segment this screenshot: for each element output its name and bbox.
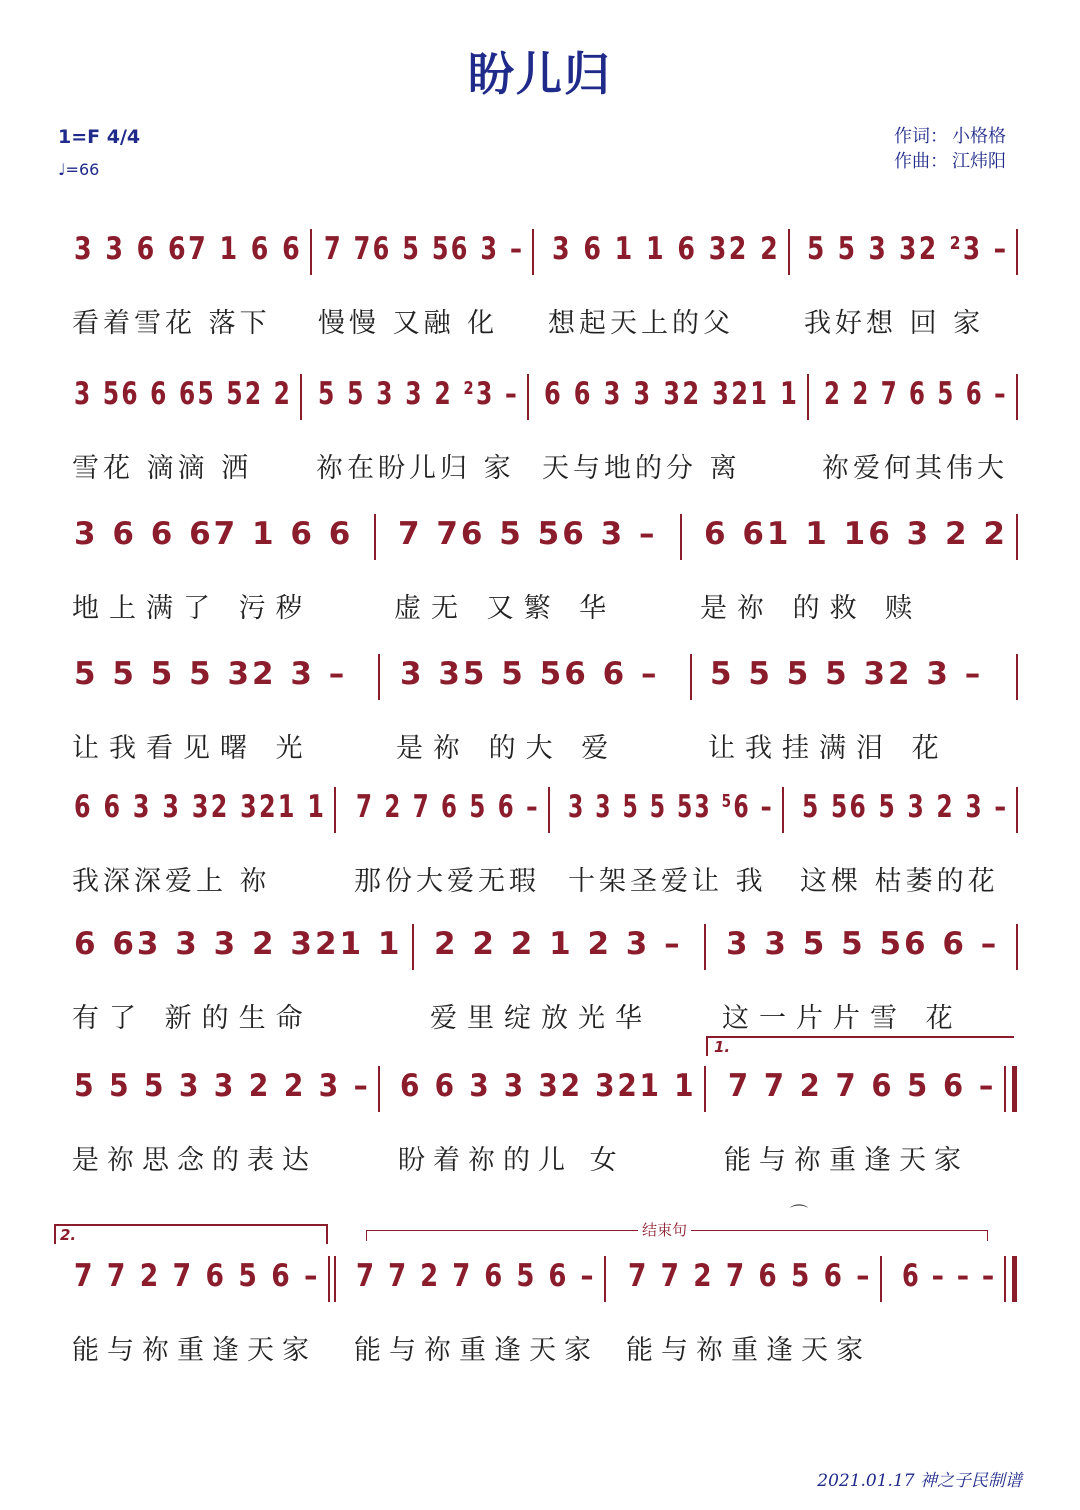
measure: 6 6 3 3 32 321 1 <box>74 789 327 825</box>
ending-label: 结束句 <box>638 1219 691 1240</box>
lyric: 祢在盼儿归 家 <box>316 453 515 484</box>
barline <box>1004 1066 1006 1112</box>
barline <box>690 654 692 700</box>
lyric: 是祢 的救 赎 <box>700 593 923 624</box>
barline <box>378 654 380 700</box>
notes-line <box>72 1062 1018 1122</box>
score-row-4 <box>72 650 1018 764</box>
measure: 5 5 5 3 3 2 2 3 – <box>74 1068 371 1104</box>
notes-line <box>72 650 1018 710</box>
lyric: 那份大爱无瑕 <box>354 866 540 897</box>
score-row-5 <box>72 783 1018 897</box>
notes-line <box>72 1252 1018 1312</box>
lyrics-line <box>72 586 1018 626</box>
barline <box>680 514 682 560</box>
measure: 3 3 6 67 1 6 6 <box>74 231 303 267</box>
barline <box>548 787 550 833</box>
lyric: 能与祢重逢天家 <box>724 1145 969 1176</box>
barline <box>704 1066 706 1112</box>
barline <box>1016 787 1018 833</box>
notes-line <box>72 225 1018 285</box>
lyric: 能与祢重逢天家 <box>72 1335 317 1366</box>
lyric: 看着雪花 落下 <box>72 308 271 339</box>
barline <box>1016 654 1018 700</box>
lyric: 盼着祢的儿 女 <box>398 1145 625 1176</box>
lyricist-label: 作词： <box>894 126 948 147</box>
barline <box>527 374 529 420</box>
barline <box>1004 1256 1006 1302</box>
lyrics-line <box>72 446 1018 486</box>
lyric: 十架圣爱让 我 <box>568 866 767 897</box>
measure: 7 76 5 56 3 – <box>324 231 525 267</box>
volta-label: 1. <box>714 1038 731 1056</box>
lyric: 能与祢重逢天家 <box>626 1335 871 1366</box>
lyric: 能与祢重逢天家 <box>354 1335 599 1366</box>
lyric: 这棵 枯萎的花 <box>800 866 999 897</box>
fermata-icon: ⌒ <box>790 1204 808 1225</box>
lyrics-line <box>72 726 1018 766</box>
lyric: 虚无 又繁 华 <box>394 593 617 624</box>
measure: 6 63 3 3 2 321 1 <box>74 926 403 962</box>
measure: 7 7 2 7 6 5 6 – <box>356 1258 596 1294</box>
barline <box>1016 924 1018 970</box>
barline <box>378 1066 380 1112</box>
measure: 6 6 3 3 32 321 1 <box>400 1068 697 1104</box>
measure: 5 5 5 5 32 3 – <box>710 656 984 692</box>
measure: 6 6 3 3 32 321 1 <box>544 376 800 412</box>
measure: 7 2 7 6 5 6 – <box>356 789 540 825</box>
lyric: 慢慢 又融 化 <box>318 308 499 339</box>
measure: 5 5 3 32 ²3 – <box>807 231 1009 267</box>
lyric: 是祢思念的表达 <box>72 1145 317 1176</box>
score-row-6 <box>72 920 1018 1034</box>
repeat-end-barline <box>1012 1066 1017 1112</box>
composer-label: 作曲： <box>894 151 948 172</box>
measure: 3 6 1 1 6 32 2 <box>552 231 781 267</box>
barline <box>704 924 706 970</box>
barline <box>782 787 784 833</box>
barline <box>334 787 336 833</box>
measure: 7 7 2 7 6 5 6 – <box>74 1258 320 1294</box>
measure: 2 2 7 6 5 6 – <box>824 376 1008 412</box>
lyric: 让我挂满泪 花 <box>708 733 949 764</box>
measure: 5 56 5 3 2 3 – <box>802 789 1009 825</box>
lyricist-line <box>894 124 1010 149</box>
final-barline <box>1012 1256 1017 1302</box>
volta-bracket <box>54 1224 328 1244</box>
lyric: 让我看见曙 光 <box>72 733 313 764</box>
volta-label: 2. <box>60 1226 77 1244</box>
barline <box>310 229 312 275</box>
lyric: 祢爱何其伟大 <box>822 453 1008 484</box>
lyric: 地上满了 污秽 <box>72 593 313 624</box>
composer-name: 江炜阳 <box>952 151 1006 172</box>
barline <box>300 374 302 420</box>
volta-bracket <box>706 1036 1014 1056</box>
credits <box>894 124 1010 174</box>
barline <box>412 924 414 970</box>
barline <box>374 514 376 560</box>
barline <box>788 229 790 275</box>
barline <box>807 374 809 420</box>
key-signature: 1=F 4/4 <box>58 126 141 148</box>
measure: 6 – – – <box>902 1258 997 1294</box>
lyric: 有了 新的生命 <box>72 1003 313 1034</box>
footer-credit: 2021.01.17 神之子民制谱 <box>817 1471 1022 1491</box>
lyric: 想起天上的父 <box>548 308 734 339</box>
lyrics-line <box>72 1328 1018 1368</box>
notes-line <box>72 510 1018 570</box>
measure: 2 2 2 1 2 3 – <box>434 926 683 962</box>
lyricist-name: 小格格 <box>952 126 1006 147</box>
barline <box>1016 229 1018 275</box>
lyrics-line <box>72 996 1018 1036</box>
composer-line <box>894 149 1010 174</box>
notes-line <box>72 783 1018 843</box>
barline <box>604 1256 606 1302</box>
barline <box>334 1256 336 1302</box>
measure: 3 35 5 56 6 – <box>400 656 660 692</box>
lyric: 是祢 的大 爱 <box>396 733 619 764</box>
lyrics-line <box>72 859 1018 899</box>
measure: 5 5 5 5 32 3 – <box>74 656 348 692</box>
score-row-8 <box>60 1204 1018 1366</box>
lyrics-line <box>72 301 1018 341</box>
lyric: 我深深爱上 祢 <box>72 866 271 897</box>
barline <box>1016 374 1018 420</box>
measure: 6 61 1 16 3 2 2 <box>704 516 1008 552</box>
barline <box>1016 514 1018 560</box>
score-row-1 <box>72 225 1018 339</box>
lyric: 爱里绽放光华 <box>430 1003 652 1034</box>
barline <box>328 1256 330 1302</box>
score-row-3 <box>72 510 1018 624</box>
measure: 7 7 2 7 6 5 6 – <box>628 1258 872 1294</box>
barline <box>880 1256 882 1302</box>
lyric: 天与地的分 离 <box>542 453 741 484</box>
lyric: 我好想 回 家 <box>804 308 985 339</box>
tempo-marking: ♩=66 <box>58 160 100 179</box>
score-row-7 <box>72 1038 1018 1176</box>
notes-line <box>72 370 1018 430</box>
notes-line <box>72 920 1018 980</box>
measure: 5 5 3 3 2 ²3 – <box>318 376 520 412</box>
lyric: 这一片片雪 花 <box>722 1003 963 1034</box>
measure: 3 3 5 5 53 ⁵6 – <box>568 789 774 825</box>
measure: 3 3 5 5 56 6 – <box>726 926 1000 962</box>
lyric: 雪花 滴滴 洒 <box>72 453 253 484</box>
page-title: 盼儿归 <box>468 47 612 101</box>
measure: 3 6 6 67 1 6 6 <box>74 516 354 552</box>
barline <box>532 229 534 275</box>
measure: 3 56 6 65 52 2 <box>74 376 293 412</box>
measure: 7 7 2 7 6 5 6 – <box>728 1068 997 1104</box>
lyrics-line <box>72 1138 1018 1178</box>
measure: 7 76 5 56 3 – <box>398 516 658 552</box>
score-row-2 <box>72 370 1018 484</box>
